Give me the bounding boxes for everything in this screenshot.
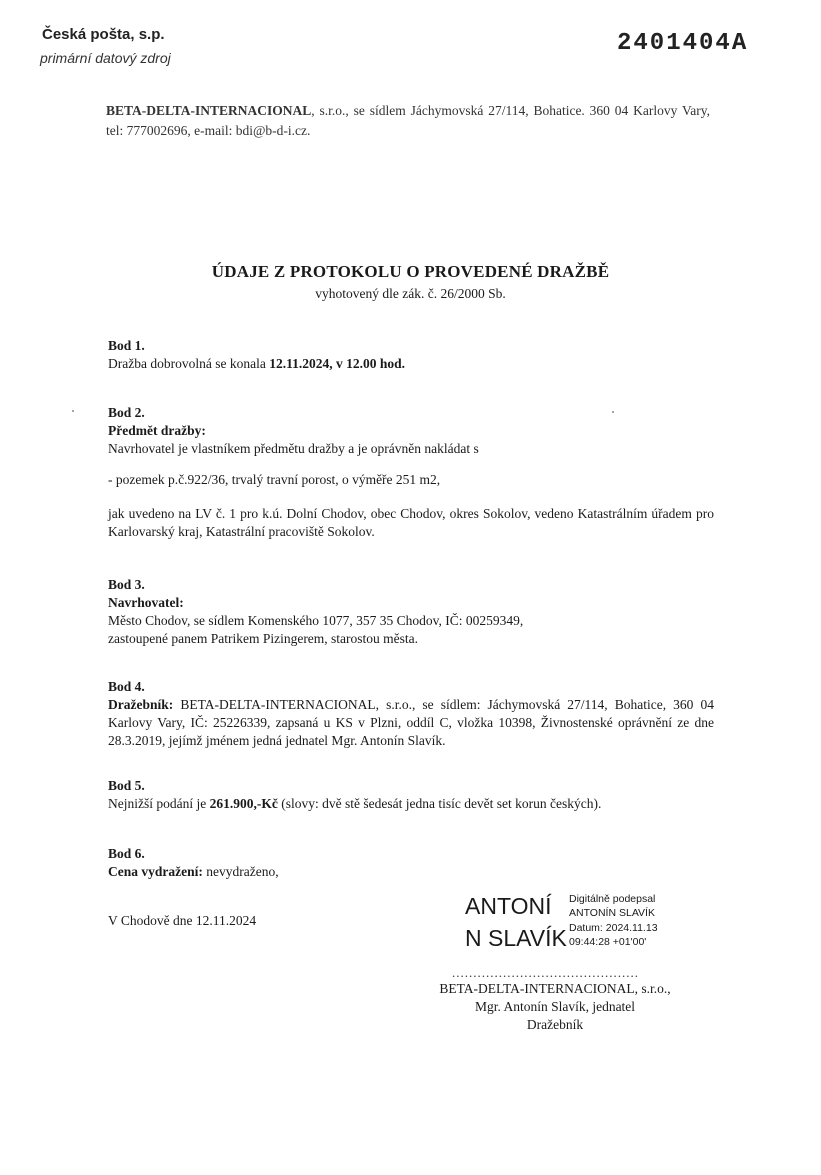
section-bod-3	[108, 576, 714, 648]
section-heading: Bod 6.	[108, 846, 145, 861]
postal-stamp-subtitle: primární datový zdroj	[40, 50, 171, 66]
auction-date-intro: Dražba dobrovolná se konala	[108, 356, 270, 371]
auctioneer-details: BETA-DELTA-INTERNACIONAL, s.r.o., se sídlem: Jáchymovská 27/114, Bohatice, 360 04 Karlovy Vary, IČ: 25226339, zapsaná u KS v Plzni, oddíl C, vložka 10398, Živnostenské oprávnění ze dne 28.3.2019, jejímž jménem jedná jednatel Mgr. Antonín Slavík.	[108, 697, 714, 748]
signature-dotted-line: ............................................	[452, 965, 639, 980]
section-text: zastoupené panem Patrikem Pizingerem, starostou města.	[108, 631, 419, 646]
place-date: V Chodově dne 12.11.2024	[108, 913, 257, 928]
postal-stamp-name: Česká pošta, s.p.	[42, 26, 165, 43]
signer-company: BETA-DELTA-INTERNACIONAL, s.r.o.,	[439, 981, 671, 996]
section-bod-5	[108, 777, 714, 813]
section-text: Navrhovatel je vlastníkem předmětu dražby a je oprávněn nakládat s	[108, 441, 479, 456]
signer-name: Mgr. Antonín Slavík, jednatel	[474, 999, 636, 1014]
signature-info-line3: Datum: 2024.11.13	[569, 922, 658, 934]
section-heading: Bod 5.	[108, 778, 145, 793]
section-text	[108, 863, 714, 881]
parcel-description: jak uvedeno na LV č. 1 pro k.ú. Dolní Chodov, obec Chodov, okres Sokolov, vedeno Katastrálním úřadem pro Karlovarský kraj, Katastrální pracoviště Sokolov.	[108, 506, 714, 539]
section-heading: Bod 2.	[108, 405, 145, 420]
company-address: , s.r.o., se sídlem Jáchymovská 27/114, Bohatice. 360 04 Karlovy Vary, tel: 777002696, e-mail: bdi@b-d-i.cz.	[106, 103, 710, 138]
signer-role: Dražebník	[526, 1017, 584, 1032]
scan-speck	[612, 411, 614, 413]
section-heading: Bod 4.	[108, 679, 145, 694]
scan-speck	[72, 410, 74, 412]
signature-info-line2: ANTONÍN SLAVÍK	[569, 907, 655, 919]
section-subheading: Navrhovatel:	[108, 595, 184, 610]
section-text: Město Chodov, se sídlem Komenského 1077, 357 35 Chodov, IČ: 00259349,	[108, 613, 524, 628]
section-bod-4	[108, 678, 714, 750]
auctioneer-label: Dražebník:	[108, 697, 174, 712]
parcel-item: - pozemek p.č.922/36, trvalý travní porost, o výměře 251 m2,	[108, 472, 441, 487]
section-text	[108, 355, 714, 373]
auction-date: 12.11.2024, v 12.00 hod.	[269, 356, 405, 371]
section-bod-6	[108, 845, 714, 881]
min-bid-intro: Nejnižší podání je	[108, 796, 210, 811]
section-heading: Bod 3.	[108, 577, 145, 592]
signer-block	[420, 980, 690, 1034]
signature-info-line1: Digitálně podepsal	[569, 893, 656, 905]
signature-info-line4: 09:44:28 +01'00'	[569, 936, 647, 948]
sale-price-label: Cena vydražení:	[108, 864, 203, 879]
document-subtitle: vyhotovený dle zák. č. 26/2000 Sb.	[315, 286, 506, 301]
document-number: 2401404A	[617, 30, 749, 57]
min-bid-amount: 261.900,-Kč	[209, 796, 278, 811]
signature-name-line1: ANTONÍ	[465, 893, 552, 919]
min-bid-words: (slovy: dvě stě šedesát jedna tisíc devět set korun českých).	[277, 796, 602, 811]
section-bod-2	[108, 404, 714, 458]
section-heading: Bod 1.	[108, 338, 145, 353]
document-title: ÚDAJE Z PROTOKOLU O PROVEDENÉ DRAŽBĚ	[211, 262, 610, 281]
section-text	[108, 795, 714, 813]
signature-name-line2: N SLAVÍK	[465, 925, 567, 951]
sale-price-value: nevydraženo,	[202, 864, 279, 879]
company-name: BETA-DELTA-INTERNACIONAL	[106, 103, 312, 118]
section-text	[108, 696, 714, 750]
section-bod-1	[108, 337, 714, 373]
company-header	[106, 101, 710, 141]
section-subheading: Předmět dražby:	[108, 423, 206, 438]
